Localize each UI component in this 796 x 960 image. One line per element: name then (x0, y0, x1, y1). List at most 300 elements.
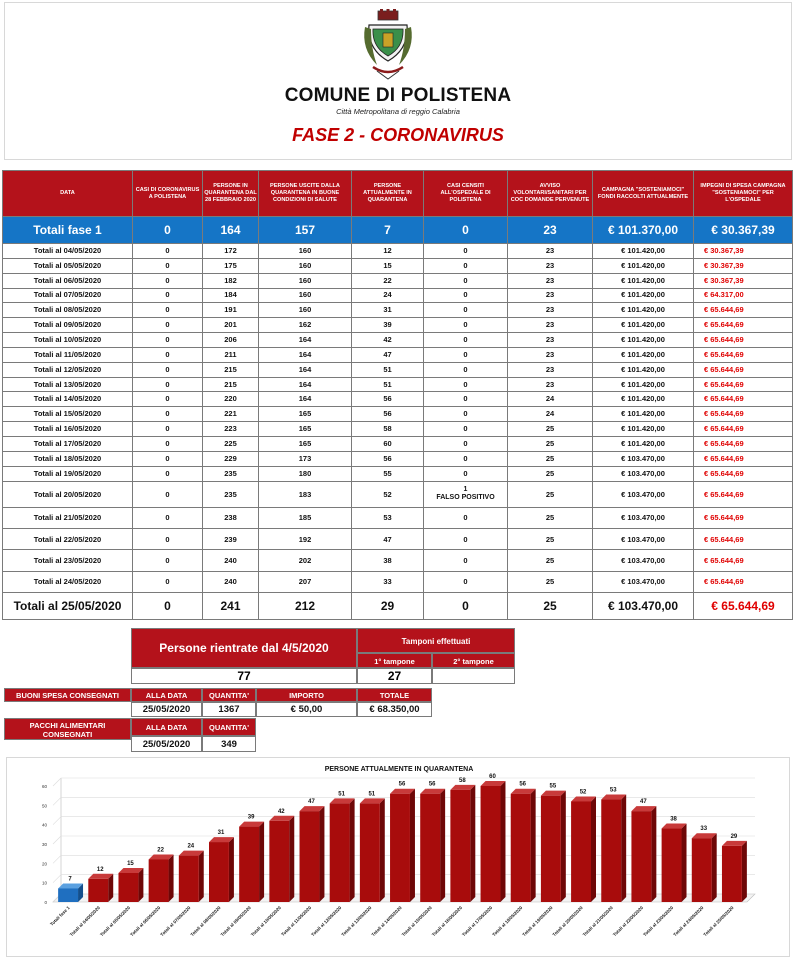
table-row (3, 550, 793, 571)
chart-bar-side (651, 806, 656, 902)
table-cell: 23 (508, 333, 593, 348)
table-cell: Totali fase 1 (3, 217, 133, 244)
col-header: PERSONE IN QUARANTENA DAL 28 FEBBRAIO 2020 (203, 171, 259, 217)
table-cell: Totali al 23/05/2020 (3, 550, 133, 571)
chart-bar (300, 811, 320, 902)
table-cell: 191 (203, 303, 259, 318)
buoni-importo: € 50,00 (256, 702, 357, 717)
table-cell: Totali al 11/05/2020 (3, 347, 133, 362)
table-cell: € 101.420,00 (593, 422, 694, 437)
chart-category-label: Totali al 05/05/2020 (99, 905, 132, 938)
table-cell: 165 (259, 422, 352, 437)
chart-gridline (53, 778, 61, 786)
pacchi-quantita: 349 (202, 736, 256, 752)
table-cell: Totali al 06/05/2020 (3, 273, 133, 288)
buoni-importo-label: IMPORTO (256, 688, 357, 702)
table-cell: Totali al 20/05/2020 (3, 481, 133, 507)
table-row (3, 273, 793, 288)
table-cell: € 65.644,69 (694, 377, 793, 392)
table-cell: € 64.317,00 (694, 288, 793, 303)
table-cell: 0 (133, 258, 203, 273)
table-cell: 164 (203, 217, 259, 244)
chart-data-label: 56 (519, 781, 527, 788)
table-cell: 0 (133, 593, 203, 620)
chart-bar (209, 842, 229, 902)
table-cell: 25 (508, 466, 593, 481)
table-cell: € 65.644,69 (694, 451, 793, 466)
table-cell: 0 (133, 550, 203, 571)
table-cell: 0 (133, 333, 203, 348)
chart-data-label: 42 (277, 808, 285, 815)
chart-bar-side (500, 781, 505, 902)
chart-bar (88, 879, 108, 902)
chart-bar (239, 827, 259, 902)
table-cell: 22 (352, 273, 424, 288)
table-cell: Totali al 17/05/2020 (3, 436, 133, 451)
chart-bar (269, 821, 289, 902)
table-row (3, 571, 793, 592)
table-cell: 225 (203, 436, 259, 451)
chart-category-label: Totali al 07/05/2020 (159, 905, 192, 938)
chart-data-label: 53 (609, 787, 617, 794)
table-cell: 0 (424, 392, 508, 407)
chart-ytick-label: 60 (41, 784, 47, 789)
table-cell: 25 (508, 436, 593, 451)
table-cell: 0 (133, 507, 203, 528)
table-cell: Totali al 19/05/2020 (3, 466, 133, 481)
chart-category-label: Totali al 18/05/2020 (491, 905, 524, 938)
chart-category-label: Totali al 04/05/2020 (68, 905, 101, 938)
table-cell: 240 (203, 550, 259, 571)
table-cell: 47 (352, 347, 424, 362)
chart-bar-side (229, 837, 234, 902)
table-cell: € 101.420,00 (593, 333, 694, 348)
table-cell: 180 (259, 466, 352, 481)
table-cell: 25 (508, 481, 593, 507)
table-cell: 23 (508, 217, 593, 244)
table-row (3, 244, 793, 259)
chart-gridline (53, 875, 61, 883)
chart-bar (179, 856, 199, 902)
chart-data-label: 55 (549, 783, 557, 790)
table-cell: Totali al 15/05/2020 (3, 407, 133, 422)
table-cell: Totali al 14/05/2020 (3, 392, 133, 407)
chart-category-label: Totali al 10/05/2020 (249, 905, 283, 938)
secondo-tampone-label: 2° tampone (432, 653, 515, 668)
table-cell: 0 (424, 362, 508, 377)
ospedale-count: 1 (463, 486, 468, 493)
table-row (3, 481, 793, 507)
table-cell: 0 (133, 481, 203, 507)
table-cell: € 65.644,69 (694, 392, 793, 407)
chart-bar (662, 829, 682, 902)
chart-ytick-label: 10 (41, 880, 47, 886)
table-row (3, 347, 793, 362)
table-cell: € 103.470,00 (593, 481, 694, 507)
table-cell: € 65.644,69 (694, 436, 793, 451)
pacchi-label: PACCHI ALIMENTARI CONSEGNATI (4, 718, 131, 740)
chart-svg (7, 758, 791, 958)
secondo-tampone-value (432, 668, 515, 684)
chart-category-label: Totali al 23/05/2020 (642, 905, 675, 938)
chart-category-label: Totali al 21/05/2020 (581, 905, 614, 938)
table-cell: 0 (424, 288, 508, 303)
col-header: DATA (3, 171, 133, 217)
chart-data-label: 22 (157, 847, 164, 854)
quarantine-table (2, 170, 793, 620)
table-cell: € 103.470,00 (593, 507, 694, 528)
chart-gridline (53, 817, 61, 825)
table-cell: 56 (352, 392, 424, 407)
chart-bar (118, 873, 138, 902)
chart-data-label: 51 (338, 791, 345, 798)
table-cell: 160 (259, 258, 352, 273)
table-cell: 0 (133, 362, 203, 377)
chart-data-label: 31 (217, 830, 225, 837)
table-cell: 162 (259, 318, 352, 333)
table-cell: 25 (508, 593, 593, 620)
buoni-totale-label: TOTALE (357, 688, 432, 702)
col-header: PERSONE ATTUALMENTE IN QUARANTENA (352, 171, 424, 217)
table-cell: € 101.420,00 (593, 392, 694, 407)
table-cell: 0 (424, 422, 508, 437)
chart-title: PERSONE ATTUALMENTE IN QUARANTENA (324, 766, 474, 773)
chart-ytick-label: 20 (41, 861, 47, 867)
table-cell: 0 (424, 407, 508, 422)
table-cell: Totali al 04/05/2020 (3, 244, 133, 259)
table-cell: 23 (508, 377, 593, 392)
col-header: AVVISO VOLONTARI/SANITARI PER COC DOMANDE PERVENUTE (508, 171, 593, 217)
table-cell: 164 (259, 377, 352, 392)
buoni-alla-data: 25/05/2020 (131, 702, 202, 717)
table-cell: 0 (133, 392, 203, 407)
table-cell: 23 (508, 318, 593, 333)
table-row (3, 377, 793, 392)
chart-bar (390, 794, 410, 902)
table-cell: Totali al 21/05/2020 (3, 507, 133, 528)
table-cell: 0 (424, 466, 508, 481)
table-cell: 0 (424, 303, 508, 318)
table-cell: 201 (203, 318, 259, 333)
chart-bar-side (621, 795, 626, 902)
chart-bar-side (591, 796, 596, 902)
table-cell: € 65.644,69 (694, 593, 793, 620)
table-cell: 0 (133, 318, 203, 333)
table-row (3, 258, 793, 273)
chart-data-label: 38 (670, 816, 677, 823)
chart-category-label: Totali al 06/05/2020 (129, 905, 162, 938)
chart-category-label: Totali al 09/05/2020 (219, 905, 252, 938)
table-cell: € 103.470,00 (593, 451, 694, 466)
chart-category-label: Totali al 08/05/2020 (189, 905, 222, 938)
table-cell: € 101.420,00 (593, 407, 694, 422)
chart-data-label: 47 (640, 799, 647, 806)
chart-data-label: 24 (187, 843, 195, 850)
header (4, 2, 792, 160)
table-cell: 60 (352, 436, 424, 451)
fase1-row (3, 217, 793, 244)
table-cell: 0 (424, 377, 508, 392)
table-cell: 0 (133, 347, 203, 362)
table-cell: 202 (259, 550, 352, 571)
table-cell: 235 (203, 481, 259, 507)
table-cell: 160 (259, 244, 352, 259)
table-cell: 0 (133, 528, 203, 549)
col-header: IMPEGNI DI SPESA CAMPAGNA "SOSTENIAMOCI" PER L'OSPEDALE (694, 171, 793, 217)
table-cell: 0 (424, 347, 508, 362)
table-cell: 7 (352, 217, 424, 244)
table-cell: 220 (203, 392, 259, 407)
table-cell: 58 (352, 422, 424, 437)
table-cell: 0 (133, 273, 203, 288)
table-cell: € 65.644,69 (694, 318, 793, 333)
chart-bar-side (712, 833, 717, 902)
table-row (3, 362, 793, 377)
chart-category-label: Totali fase 1 (49, 905, 71, 927)
table-cell: 0 (133, 244, 203, 259)
table-cell: 23 (508, 347, 593, 362)
buoni-quantita: 1367 (202, 702, 256, 717)
table-cell: 52 (352, 481, 424, 507)
table-cell: 165 (259, 407, 352, 422)
table-cell: € 101.420,00 (593, 362, 694, 377)
table-cell: 185 (259, 507, 352, 528)
table-cell: € 101.420,00 (593, 288, 694, 303)
chart-bar (541, 796, 561, 902)
table-cell: Totali al 09/05/2020 (3, 318, 133, 333)
col-header: PERSONE USCITE DALLA QUARANTENA IN BUONE CONDIZIONI DI SALUTE (259, 171, 352, 217)
table-cell: € 101.420,00 (593, 347, 694, 362)
table-cell: 215 (203, 377, 259, 392)
chart-category-label: Totali al 19/05/2020 (521, 905, 554, 938)
chart-data-label: 39 (247, 814, 255, 821)
table-row (3, 333, 793, 348)
table-cell: € 65.644,69 (694, 333, 793, 348)
table-cell: € 65.644,69 (694, 422, 793, 437)
table-cell: 33 (352, 571, 424, 592)
table-cell: 55 (352, 466, 424, 481)
table-cell: 56 (352, 407, 424, 422)
table-cell: 25 (508, 451, 593, 466)
table-cell: 0 (424, 258, 508, 273)
table-row (3, 422, 793, 437)
chart-gridline (53, 836, 61, 844)
chart-bar (601, 800, 621, 902)
chart-bar (330, 803, 350, 902)
chart-bar (692, 838, 712, 902)
table-cell: € 103.470,00 (593, 466, 694, 481)
chart-ytick-label: 0 (44, 900, 47, 905)
chart-data-label: 47 (308, 799, 315, 806)
table-row (3, 451, 793, 466)
chart-category-label: Totali al 16/05/2020 (430, 905, 464, 938)
table-cell: 25 (508, 550, 593, 571)
rientrate-value: 77 (131, 668, 357, 684)
table-cell: 0 (424, 593, 508, 620)
chart-data-label: 58 (459, 777, 466, 784)
table-row (3, 436, 793, 451)
table-cell: 0 (424, 217, 508, 244)
buoni-label: BUONI SPESA CONSEGNATI (4, 688, 131, 702)
chart-category-label: Totali al 15/05/2020 (400, 905, 433, 938)
table-cell: € 101.420,00 (593, 258, 694, 273)
table-cell (424, 481, 508, 507)
chart-bar (450, 790, 470, 902)
table-cell: 24 (352, 288, 424, 303)
chart-category-label: Totali al 25/05/2020 (702, 905, 735, 938)
col-header: CASI DI CORONAVIRUS A POLISTENA (133, 171, 203, 217)
chart-category-label: Totali al 12/05/2020 (310, 905, 343, 938)
table-cell: 192 (259, 528, 352, 549)
table-cell: Totali al 25/05/2020 (3, 593, 133, 620)
table-cell: € 30.367,39 (694, 217, 793, 244)
primo-tampone-value: 27 (357, 668, 432, 684)
chart-bar (58, 888, 78, 902)
table-cell: 0 (424, 451, 508, 466)
table-cell: 164 (259, 333, 352, 348)
falso-positivo-note: FALSO POSITIVO (436, 494, 495, 501)
chart-bar (722, 846, 742, 902)
chart-data-label: 51 (368, 791, 376, 798)
table-row (3, 593, 793, 620)
chart-bar-side (319, 806, 324, 902)
table-cell: 183 (259, 481, 352, 507)
chart-ytick-label: 40 (41, 822, 47, 828)
table-cell: 212 (259, 593, 352, 620)
table-cell: 160 (259, 273, 352, 288)
table-cell: 229 (203, 451, 259, 466)
table-cell: 221 (203, 407, 259, 422)
table-cell: € 101.420,00 (593, 273, 694, 288)
table-cell: Totali al 24/05/2020 (3, 571, 133, 592)
table-cell: € 65.644,69 (694, 407, 793, 422)
col-header: CASI CENSITI ALL'OSPEDALE DI POLISTENA (424, 171, 508, 217)
table-cell: 175 (203, 258, 259, 273)
chart-bar (360, 803, 380, 902)
chart-bar-side (350, 798, 355, 902)
table-row (3, 466, 793, 481)
table-cell: 0 (424, 436, 508, 451)
table-cell: 25 (508, 528, 593, 549)
tamponi-header: Tamponi effettuati (357, 628, 515, 653)
chart-data-label: 60 (489, 774, 496, 780)
table-cell: 51 (352, 377, 424, 392)
table-cell: 240 (203, 571, 259, 592)
chart-data-label: 12 (96, 866, 104, 873)
table-cell: € 103.470,00 (593, 528, 694, 549)
table-cell: 23 (508, 244, 593, 259)
table-cell: 223 (203, 422, 259, 437)
table-cell: € 65.644,69 (694, 347, 793, 362)
primo-tampone-label: 1° tampone (357, 653, 432, 668)
crest-logo-icon (361, 9, 415, 81)
table-cell: Totali al 05/05/2020 (3, 258, 133, 273)
table-cell: 25 (508, 507, 593, 528)
table-row (3, 303, 793, 318)
table-cell: 0 (133, 288, 203, 303)
table-cell: 206 (203, 333, 259, 348)
table-cell: Totali al 07/05/2020 (3, 288, 133, 303)
col-header: CAMPAGNA "SOSTENIAMOCI" FONDI RACCOLTI ATTUALMENTE (593, 171, 694, 217)
table-cell: 51 (352, 362, 424, 377)
table-cell: € 65.644,69 (694, 481, 793, 507)
table-cell: 53 (352, 507, 424, 528)
table-cell: 235 (203, 466, 259, 481)
table-cell: 12 (352, 244, 424, 259)
chart-bar (571, 801, 591, 902)
table-cell: 23 (508, 273, 593, 288)
chart-bar-side (289, 816, 294, 902)
buoni-totale: € 68.350,00 (357, 702, 432, 717)
table-cell: 47 (352, 528, 424, 549)
chart-bar (149, 859, 169, 902)
table-cell: € 103.470,00 (593, 550, 694, 571)
table-cell: Totali al 16/05/2020 (3, 422, 133, 437)
chart-ytick-label: 50 (41, 803, 47, 809)
chart-data-label: 33 (700, 826, 708, 833)
chart-bar (631, 811, 651, 902)
table-cell: 29 (352, 593, 424, 620)
table-cell: € 65.644,69 (694, 507, 793, 528)
table-cell: 207 (259, 571, 352, 592)
table-cell: 0 (133, 303, 203, 318)
table-cell: 15 (352, 258, 424, 273)
chart-bar-side (531, 789, 536, 902)
table-cell: 0 (133, 217, 203, 244)
chart-bar-side (410, 789, 415, 902)
chart-data-label: 7 (68, 876, 72, 883)
chart-gridline (53, 797, 61, 805)
chart-category-label: Totali al 22/05/2020 (611, 905, 645, 938)
table-cell: 241 (203, 593, 259, 620)
table-cell: 25 (508, 422, 593, 437)
table-row (3, 288, 793, 303)
table-cell: 23 (508, 288, 593, 303)
table-cell: 160 (259, 288, 352, 303)
table-cell: 39 (352, 318, 424, 333)
table-cell: € 65.644,69 (694, 362, 793, 377)
table-cell: 38 (352, 550, 424, 571)
table-row (3, 318, 793, 333)
pacchi-quantita-label: QUANTITA' (202, 718, 256, 736)
table-cell: 0 (424, 528, 508, 549)
chart-bar-side (138, 868, 143, 902)
pacchi-alla-data: 25/05/2020 (131, 736, 202, 752)
table-cell: 238 (203, 507, 259, 528)
table-cell: € 65.644,69 (694, 571, 793, 592)
comune-subtitle: Città Metropolitana di reggio Calabria (336, 107, 460, 116)
table-cell: 24 (508, 407, 593, 422)
table-cell: € 65.644,69 (694, 466, 793, 481)
chart-ytick-label: 30 (41, 842, 47, 847)
table-cell: € 65.644,69 (694, 528, 793, 549)
chart-bar-side (440, 789, 445, 902)
table-cell: 31 (352, 303, 424, 318)
table-cell: 164 (259, 392, 352, 407)
table-cell: 0 (424, 550, 508, 571)
table-cell: 182 (203, 273, 259, 288)
table-cell: € 65.644,69 (694, 550, 793, 571)
table-cell: € 103.470,00 (593, 593, 694, 620)
chart-bar-side (682, 824, 687, 902)
table-cell: € 101.420,00 (593, 377, 694, 392)
chart-category-label: Totali al 11/05/2020 (280, 905, 313, 938)
table-cell: 23 (508, 362, 593, 377)
table-header-row (3, 171, 793, 217)
table-row (3, 392, 793, 407)
chart-bar-side (742, 841, 747, 902)
buoni-quantita-label: QUANTITA' (202, 688, 256, 702)
